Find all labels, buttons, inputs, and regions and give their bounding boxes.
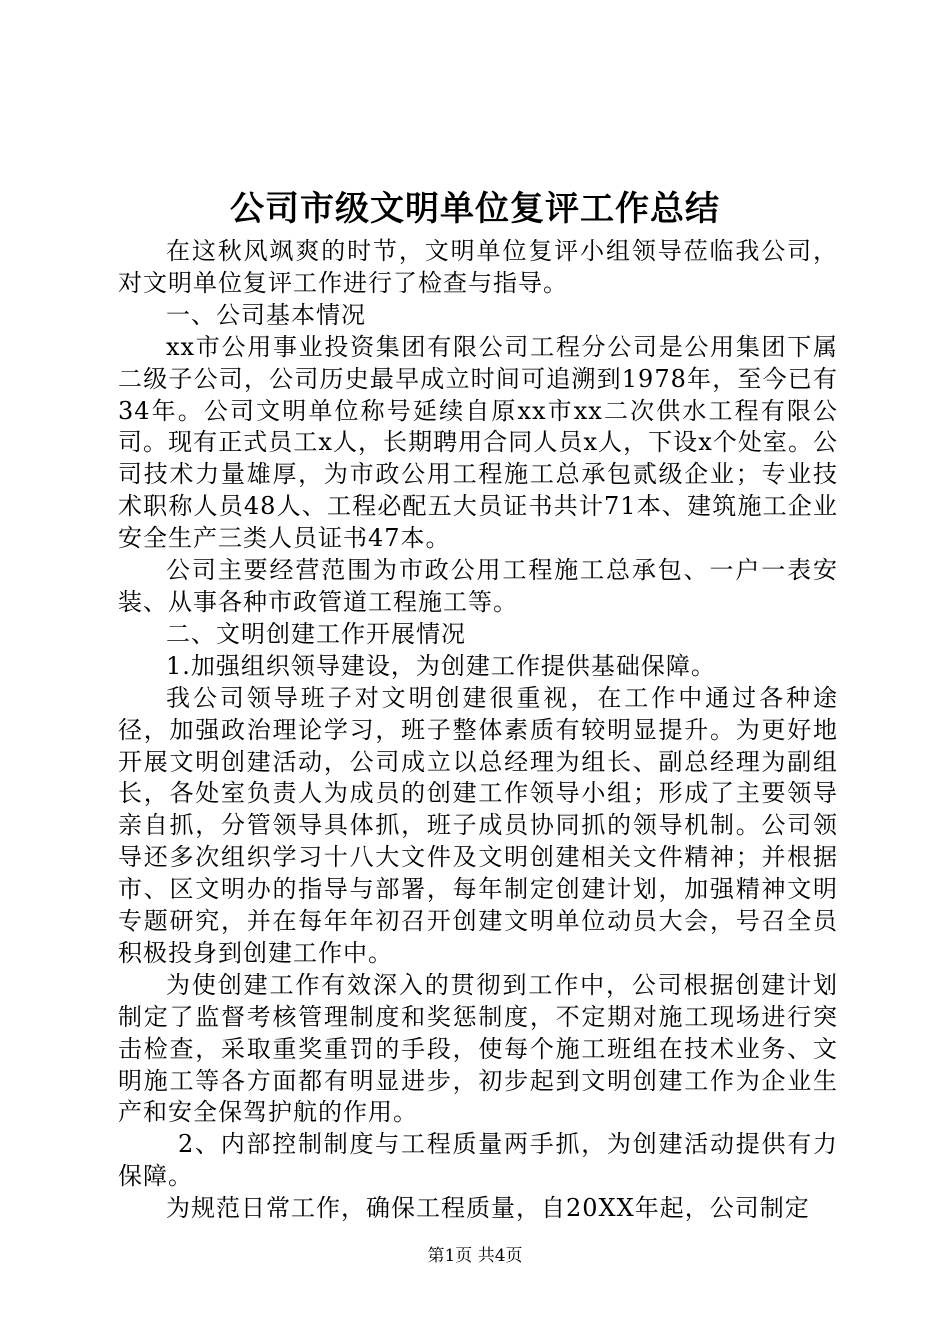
document-body [118, 236, 838, 1225]
paragraph-intro: 在这秋风飒爽的时节，文明单位复评小组领导莅临我公司，对文明单位复评工作进行了检查与指导。 [118, 237, 838, 297]
paragraph-standards: 为规范日常工作，确保工程质量，自20XX年起，公司制定 [166, 1194, 810, 1223]
subheading-1: 1.加强组织领导建设，为创建工作提供基础保障。 [166, 651, 716, 680]
subheading-2: 2、内部控制制度与工程质量两手抓，为创建活动提供有力保障。 [118, 1130, 838, 1191]
paragraph-company-overview: xx市公用事业投资集团有限公司工程分公司是公用集团下属二级子公司，公司历史最早成立时间可追溯到1978年，至今已有34年。公司文明单位称号延续自原xx市xx二次供水工程有限公司。现有正式员工x人，长期聘用合同人员x人，下设x个处室。公司技术力量雄厚，为市政公用工程施工总承包贰级企业；专业技术职称人员48人、工程必配五大员证书共计71本、建筑施工企业安全生产三类人员证书47本。 [118, 332, 838, 553]
paragraph-supervision: 为使创建工作有效深入的贯彻到工作中，公司根据创建计划制定了监督考核管理制度和奖惩制度，不定期对施工现场进行突击检查，采取重奖重罚的手段，使每个施工班组在技术业务、文明施工等各方面都有明显进步，初步起到文明创建工作为企业生产和安全保驾护航的作用。 [118, 970, 838, 1127]
section-heading-2: 二、文明创建工作开展情况 [166, 619, 466, 648]
page-footer: 第1页 共4页 [427, 1246, 523, 1266]
section-heading-1: 一、公司基本情况 [166, 300, 366, 329]
paragraph-business-scope: 公司主要经营范围为市政公用工程施工总承包、一户一表安装、从事各种市政管道工程施工等。 [118, 556, 838, 616]
paragraph-leadership: 我公司领导班子对文明创建很重视，在工作中通过各种途径，加强政治理论学习，班子整体素质有较明显提升。为更好地开展文明创建活动，公司成立以总经理为组长、副总经理为副组长，各处室负责人为成员的创建工作领导小组；形成了主要领导亲自抓，分管领导具体抓，班子成员协同抓的领导机制。公司领导还多次组织学习十八大文件及文明创建相关文件精神；并根据市、区文明办的指导与部署，每年制定创建计划，加强精神文明专题研究，并在每年年初召开创建文明单位动员大会，号召全员积极投身到创建工作中。 [118, 683, 838, 967]
document-title: 公司市级文明单位复评工作总结 [230, 189, 720, 229]
